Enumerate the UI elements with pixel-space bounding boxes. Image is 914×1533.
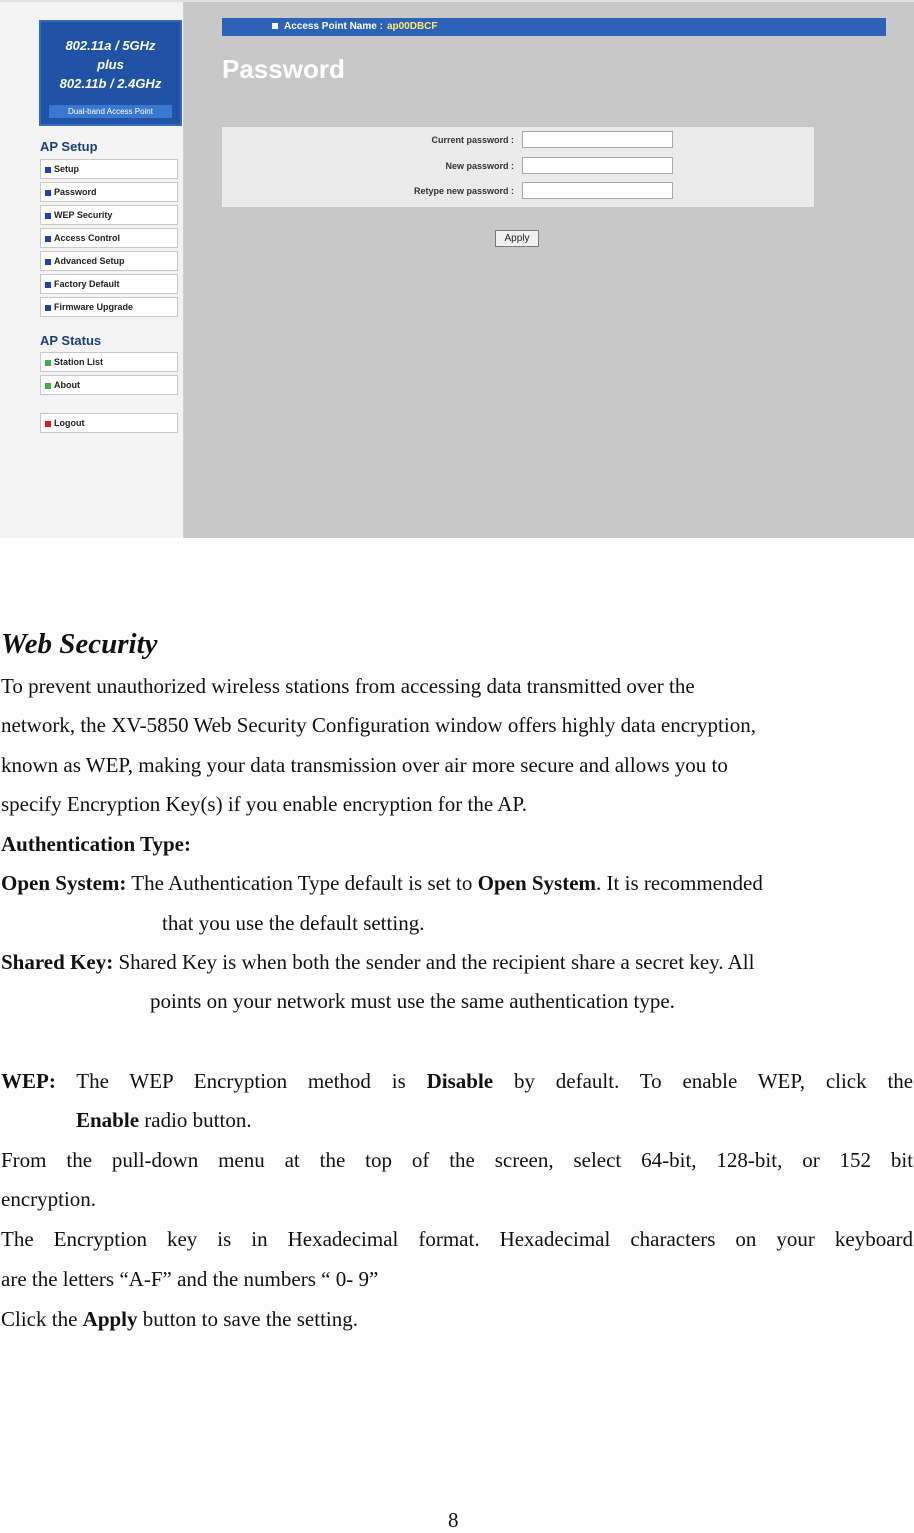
word: your — [776, 1227, 815, 1251]
bullet-icon — [45, 259, 51, 265]
word: Hexadecimal — [499, 1227, 611, 1251]
open-system-text-b: . It is recommended — [596, 871, 763, 895]
password-form — [222, 127, 814, 207]
word: is — [391, 1069, 406, 1093]
word: 128-bit, — [716, 1148, 783, 1172]
open-system-text-a: The Authentication Type default is set to — [126, 871, 478, 895]
page-number: 8 — [448, 1508, 459, 1532]
logo-line-2: plus — [97, 57, 124, 72]
wep-cont — [76, 1107, 252, 1133]
shared-key-cont: points on your network must use the same authentication type. — [150, 989, 675, 1013]
nav-wep-security[interactable] — [40, 205, 178, 225]
bullet-icon — [45, 421, 51, 427]
nav-about[interactable] — [40, 375, 178, 395]
word: the — [887, 1069, 914, 1093]
retype-password-label: Retype new password : — [413, 186, 514, 196]
word: is — [217, 1227, 232, 1251]
word: in — [251, 1227, 268, 1251]
current-password-input[interactable] — [522, 131, 673, 148]
word: Hexadecimal — [287, 1227, 399, 1251]
apply-bold: Apply — [82, 1307, 138, 1331]
logo-line-1: 802.11a / 5GHz — [65, 38, 156, 53]
word: at — [284, 1148, 300, 1172]
word: keyboard — [834, 1227, 914, 1251]
nav-station-list[interactable] — [40, 352, 178, 372]
hex-line — [1, 1226, 913, 1252]
word: click — [825, 1069, 867, 1093]
word: pull-down — [111, 1148, 199, 1172]
open-system-cont: that you use the default setting. — [162, 911, 425, 935]
wep-line — [1, 1068, 913, 1094]
access-point-name-bar — [222, 18, 886, 36]
wep-term: WEP: — [1, 1069, 56, 1093]
shared-key-line — [1, 949, 754, 975]
section-heading: Web Security — [1, 628, 158, 660]
nav-label: About — [54, 380, 80, 390]
word: method — [307, 1069, 371, 1093]
square-icon — [272, 23, 278, 29]
word: Encryption — [53, 1227, 147, 1251]
hex-cont: are the letters “A-F” and the numbers “ 0- 9” — [1, 1267, 379, 1291]
word: The — [76, 1069, 109, 1093]
nav-access-control[interactable] — [40, 228, 178, 248]
nav-label: Factory Default — [54, 279, 120, 289]
word: the — [449, 1148, 475, 1172]
enable-bold: Enable — [76, 1108, 140, 1132]
word: the — [66, 1148, 93, 1172]
open-system-line — [1, 870, 763, 896]
bullet-icon — [45, 383, 51, 389]
word: the — [319, 1148, 346, 1172]
nav-label: Advanced Setup — [54, 256, 125, 266]
word: default. — [555, 1069, 620, 1093]
nav-factory-default[interactable] — [40, 274, 178, 294]
word: bit — [890, 1148, 914, 1172]
apply-text-b: button to save the setting. — [137, 1307, 358, 1331]
word: From — [1, 1148, 47, 1172]
word: 64-bit, — [641, 1148, 697, 1172]
bullet-icon — [45, 190, 51, 196]
word: The — [1, 1227, 34, 1251]
nav-label: Firmware Upgrade — [54, 302, 134, 312]
word: by — [513, 1069, 535, 1093]
nav-advanced-setup[interactable] — [40, 251, 178, 271]
sidebar — [0, 2, 184, 538]
open-system-bold: Open System — [477, 871, 597, 895]
word: format. — [418, 1227, 480, 1251]
word: on — [735, 1227, 757, 1251]
enable-text: radio button. — [139, 1108, 252, 1132]
word: Encryption — [193, 1069, 288, 1093]
word: screen, — [494, 1148, 554, 1172]
new-password-input[interactable] — [522, 157, 673, 174]
nav-logout[interactable] — [40, 413, 178, 433]
word: To — [639, 1069, 662, 1093]
ap-name-label: Access Point Name : — [284, 21, 383, 32]
current-password-label: Current password : — [431, 135, 514, 145]
bullet-icon — [45, 236, 51, 242]
nav-label: Password — [54, 187, 97, 197]
word: or — [802, 1148, 820, 1172]
page-title: Password — [222, 54, 345, 84]
bullet-icon — [45, 305, 51, 311]
word: select — [573, 1148, 622, 1172]
bullet-icon — [45, 360, 51, 366]
word: key — [166, 1227, 198, 1251]
pulldown-line — [1, 1147, 913, 1173]
product-logo — [39, 20, 182, 126]
word: of — [411, 1148, 430, 1172]
bullet-icon — [45, 167, 51, 173]
shared-key-text: Shared Key is when both the sender and the recipient share a secret key. All — [113, 950, 755, 974]
auth-type-title: Authentication Type: — [1, 832, 191, 856]
nav-label: Access Control — [54, 233, 121, 243]
word: enable — [682, 1069, 738, 1093]
intro-line-1: To prevent unauthorized wireless stations from accessing data transmitted over the — [1, 674, 695, 698]
nav-label: Station List — [54, 357, 103, 367]
logo-subtitle: Dual-band Access Point — [49, 105, 172, 118]
ap-status-title: AP Status — [40, 333, 102, 348]
retype-password-input[interactable] — [522, 182, 673, 199]
pulldown-cont: encryption. — [1, 1187, 97, 1211]
new-password-label: New password : — [445, 161, 514, 171]
word: menu — [218, 1148, 265, 1172]
intro-line-4: specify Encryption Key(s) if you enable encryption for the AP. — [1, 792, 528, 816]
nav-label: Setup — [54, 164, 80, 174]
ap-name-value: ap00DBCF — [386, 21, 438, 32]
word: characters — [630, 1227, 716, 1251]
bullet-icon — [45, 213, 51, 219]
nav-label: Logout — [54, 418, 85, 428]
apply-text-a: Click the — [1, 1307, 83, 1331]
word: 152 — [839, 1148, 872, 1172]
apply-instruction — [1, 1306, 358, 1332]
bullet-icon — [45, 282, 51, 288]
nav-firmware-upgrade[interactable] — [40, 297, 178, 317]
nav-setup[interactable] — [40, 159, 178, 179]
nav-label: WEP Security — [54, 210, 113, 220]
shared-key-term: Shared Key: — [1, 950, 114, 974]
logo-line-3: 802.11b / 2.4GHz — [59, 76, 162, 91]
router-screenshot — [0, 0, 914, 538]
word: WEP — [129, 1069, 173, 1093]
word: top — [365, 1148, 392, 1172]
apply-button[interactable]: Apply — [495, 230, 539, 247]
open-system-term: Open System: — [1, 871, 127, 895]
nav-password[interactable] — [40, 182, 178, 202]
ap-setup-title: AP Setup — [40, 139, 98, 154]
intro-line-2: network, the XV-5850 Web Security Configuration window offers highly data encryption, — [1, 713, 756, 737]
wep-disable: Disable — [426, 1069, 494, 1093]
word: WEP, — [757, 1069, 805, 1093]
intro-line-3: known as WEP, making your data transmission over air more secure and allows you to — [1, 753, 728, 777]
